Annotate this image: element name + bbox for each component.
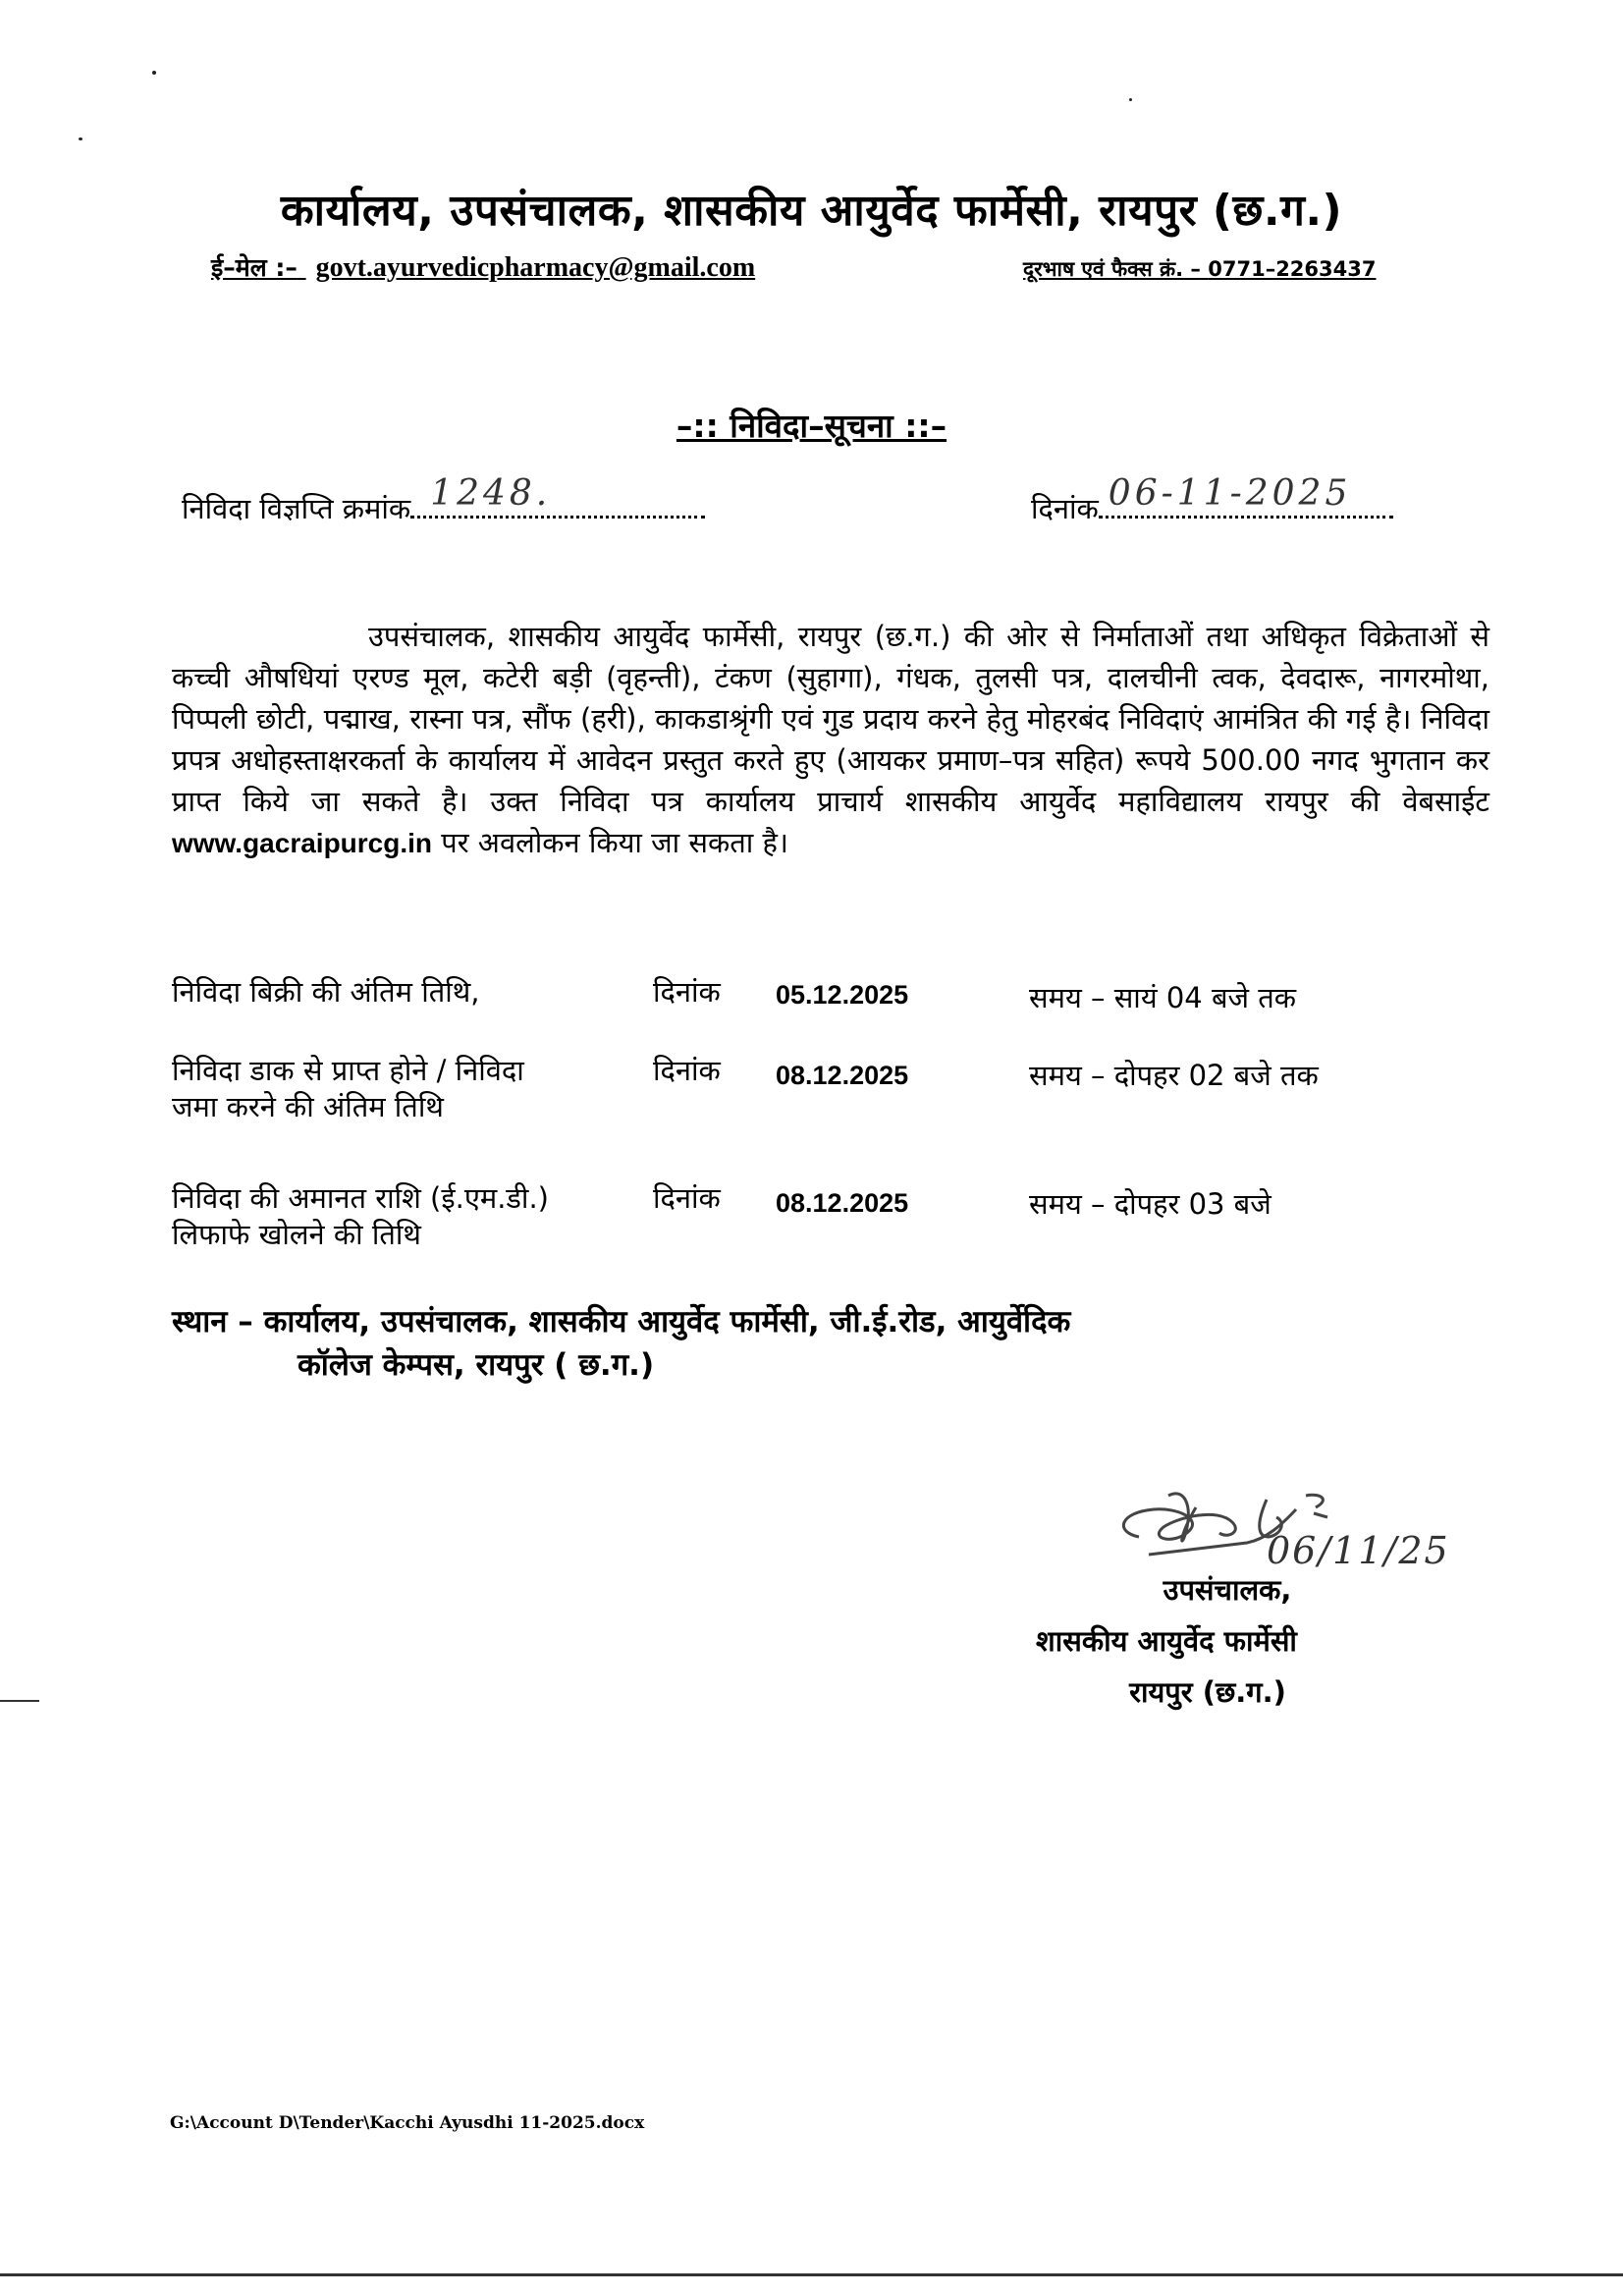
office-title: कार्यालय, उपसंचालक, शासकीय आयुर्वेद फार्मेसी, रायपुर (छ.ग.) [280,186,1343,236]
reference-number-fill [410,473,705,519]
reference-number-value: 1248. [430,473,552,514]
signatory-designation: उपसंचालक, [1163,1573,1292,1607]
reference-date-label: दिनांक [1031,492,1099,525]
signatory-office: शासकीय आयुर्वेद फार्मेसी [1036,1624,1297,1658]
website-link: www.gacraipurcg.in [172,828,433,858]
schedule-row-1-label [172,974,604,1011]
schedule-row-1-date-label: दिनांक [653,975,721,1009]
place-line1: स्थान – कार्यालय, उपसंचालक, शासकीय आयुर्वेद फार्मेसी, जी.ई.रोड, आयुर्वेदिक [172,1304,1071,1339]
scan-speck [152,71,156,75]
schedule-row-3-date: 08.12.2025 [776,1188,909,1218]
signature-date: 06/11/25 [1267,1529,1450,1572]
notice-heading: –:: निविदा–सूचना ::– [676,407,947,445]
scan-edge-mark [0,1700,39,1702]
scan-speck [1129,98,1132,101]
phone-label: दूरभाष एवं फैक्स क्रं. – [1023,257,1201,281]
phone-line [1023,255,1376,283]
reference-number-field [182,473,705,527]
place-line2: कॉलेज केम्पस, रायपुर ( छ.ग.) [298,1347,655,1383]
email-line [211,250,755,284]
schedule-row-1-label-line1: निविदा बिक्री की अंतिम तिथि, [172,975,480,1009]
notice-paragraph: उपसंचालक, शासकीय आयुर्वेद फार्मेसी, रायपुर (छ.ग.) की ओर से निर्माताओं तथा अधिकृत विक्रेताओं से कच्ची औषधियां एरण्ड मूल, कटेरी बड़ी (वृहन्ती), टंकण (सुहागा), गंधक, तुलसी पत्र, दालचीनी त्वक, देवदारू, नागरमोथा, पिप्पली छोटी, पद्माख, रास्ना पत्र, सौंफ (हरी), काकडाश्रृंगी एवं गुड प्रदाय करने हेतु मोहरबंद निविदाएं आमंत्रित की गई है। निविदा प्रपत्र अधोहस्ताक्षरकर्ता के कार्यालय में आवेदन प्रस्तुत करते हुए (आयकर प्रमाण–पत्र सहित) रूपये 500.00 नगद भुगतान कर प्राप्त किये जा सकते है। उक्त निविदा पत्र कार्यालय प्राचार्य शासकीय आयुर्वेद महाविद्यालय रायपुर की वेबसाईट [172,620,1489,818]
scan-speck [79,137,82,140]
signatory-block [1001,1564,1414,1718]
schedule-row-1-time: समय – सायं 04 बजे तक [1029,981,1297,1014]
schedule-row-3-time: समय – दोपहर 03 बजे [1029,1187,1271,1221]
schedule-row-3-label [172,1180,633,1253]
reference-date-value: 06-11-2025 [1108,473,1352,514]
scan-bottom-edge [0,2273,1623,2276]
signatory-city: रायपुर (छ.ग.) [1129,1675,1286,1709]
file-path: G:\Account D\Tender\Kacchi Ayusdhi 11-2025.docx [170,2113,645,2133]
schedule-row-2-label [172,1053,633,1125]
schedule-row-3-date-label: दिनांक [653,1181,721,1215]
reference-number-label: निविदा विज्ञप्ति क्रमांक [182,492,411,525]
notice-paragraph-end: पर अवलोकन किया जा सकता है। [441,826,788,859]
schedule-row-3-label-line1: निविदा की अमानत राशि (ई.एम.डी.) [172,1181,549,1215]
email-address: govt.ayurvedicpharmacy@gmail.com [315,252,756,283]
schedule-row-1-date: 05.12.2025 [776,980,909,1010]
reference-date-fill [1099,473,1393,519]
email-label: ई–मेल :– [211,253,298,282]
place-block [172,1300,1070,1387]
schedule-row-2-label-line1: निविदा डाक से प्राप्त होने / निविदा [172,1054,524,1087]
reference-date-field [1031,473,1393,527]
schedule-row-3-label-line2: लिफाफे खोलने की तिथि [172,1218,421,1251]
notice-body [172,616,1489,864]
schedule-row-2-label-line2: जमा करने की अंतिम तिथि [172,1090,444,1123]
schedule-row-2-date: 08.12.2025 [776,1061,909,1090]
schedule-row-2-time: समय – दोपहर 02 बजे तक [1029,1059,1319,1092]
schedule-row-2-date-label: दिनांक [653,1054,721,1087]
phone-number: 0771–2263437 [1208,257,1377,281]
